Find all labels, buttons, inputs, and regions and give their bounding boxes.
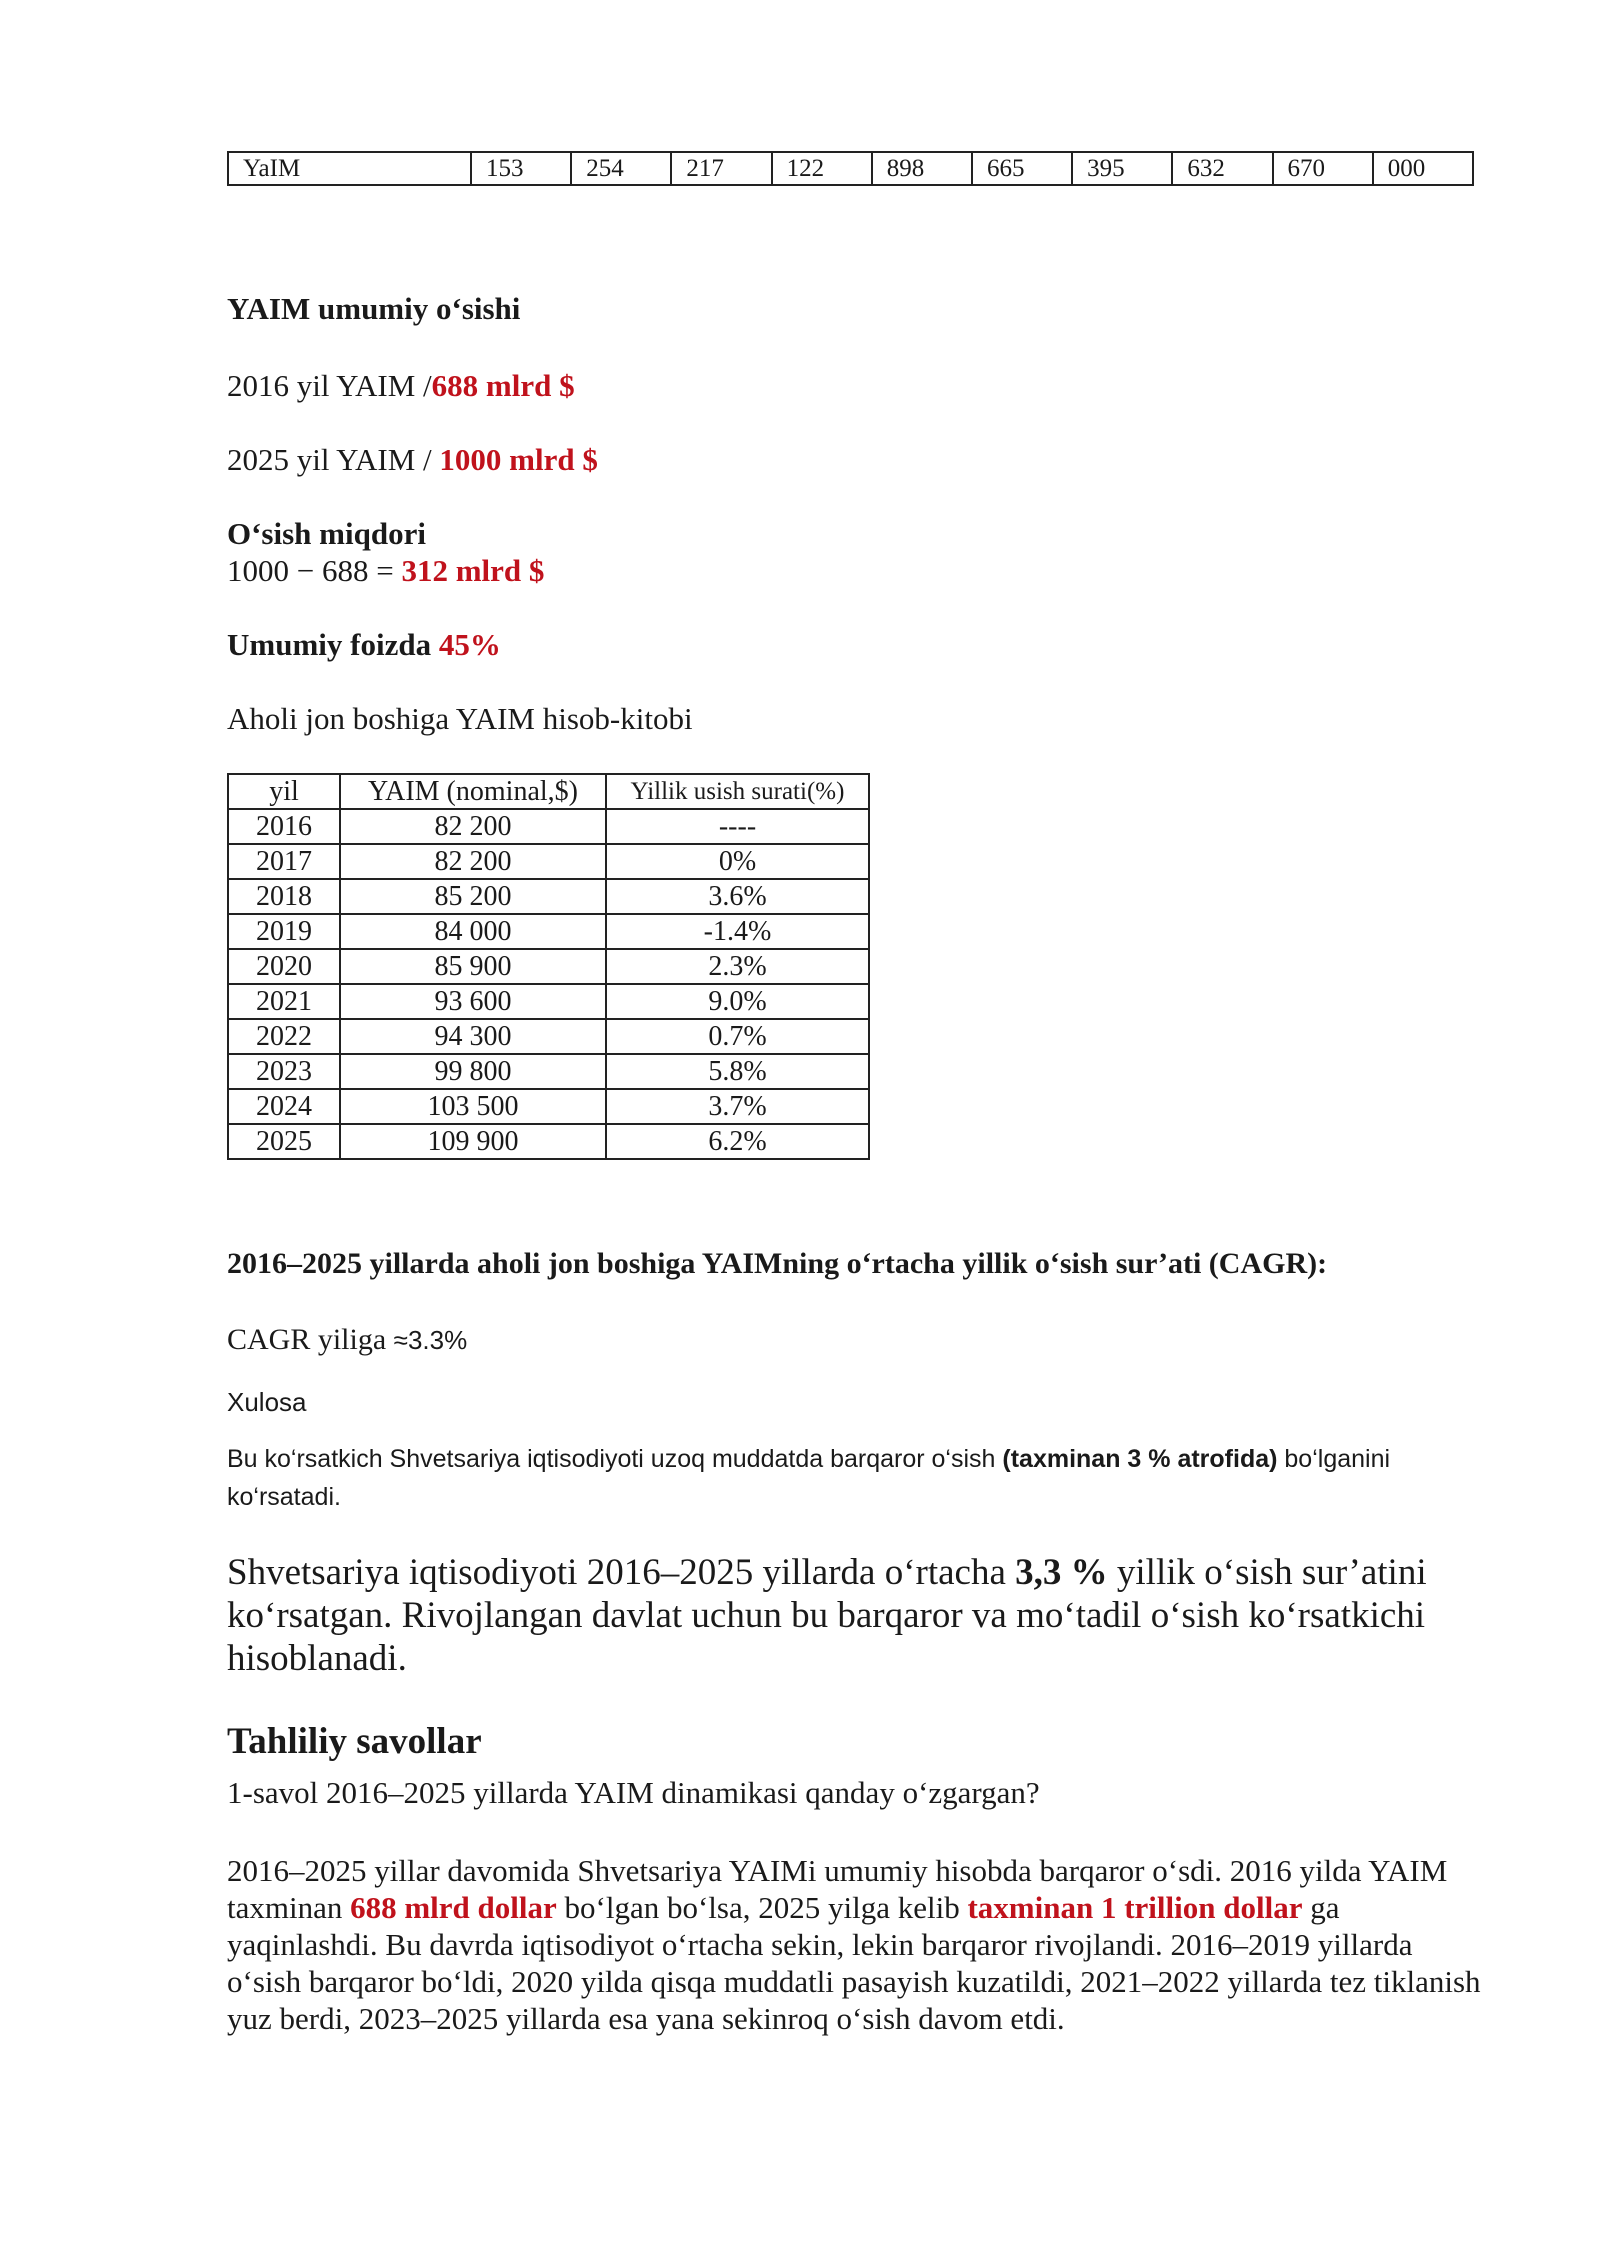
question-1: 1-savol 2016–2025 yillarda YAIM dinamikasi qanday o‘zgargan? [227, 1775, 1040, 1810]
table-cell: 254 [571, 152, 671, 185]
year-cell: 2025 [228, 1124, 340, 1159]
growth-percent-label: Umumiy foizda [227, 627, 439, 662]
growth-amount-value: 312 mlrd $ [401, 553, 545, 588]
growth-cell: 3.7% [606, 1089, 869, 1124]
answer-1 [227, 1852, 1482, 2037]
table-row [228, 1019, 869, 1054]
conclusion-text-b: bo‘lganini ko‘rsatadi. [227, 1445, 1391, 1511]
table-cell: 665 [972, 152, 1072, 185]
growth-heading: YAIM umumiy o‘sishi [227, 291, 521, 326]
growth-cell: 2.3% [606, 949, 869, 984]
per-capita-table [227, 773, 870, 1160]
growth-cell: 6.2% [606, 1124, 869, 1159]
column-header-growth: Yillik usish surati(%) [606, 774, 869, 809]
table-row [228, 844, 869, 879]
conclusion-summary [227, 1551, 1487, 1680]
gdp-cell: 82 200 [340, 844, 606, 879]
year-cell: 2017 [228, 844, 340, 879]
gdp-cell: 85 200 [340, 879, 606, 914]
table-row [228, 1054, 869, 1089]
gdp-2016-line [227, 367, 575, 405]
growth-cell: 3.6% [606, 879, 869, 914]
answer-1-part2: bo‘lgan bo‘lsa, 2025 yilga kelib [556, 1890, 968, 1925]
year-cell: 2016 [228, 809, 340, 844]
table-cell: 632 [1172, 152, 1272, 185]
year-cell: 2021 [228, 984, 340, 1019]
cagr-heading: 2016–2025 yillarda aholi jon boshiga YAIMning o‘rtacha yillik o‘sish sur’ati (CAGR): [227, 1247, 1328, 1280]
summary-text-a: Shvetsariya iqtisodiyoti 2016–2025 yillarda o‘rtacha [227, 1552, 1016, 1593]
table-cell: 000 [1373, 152, 1473, 185]
growth-cell: 5.8% [606, 1054, 869, 1089]
conclusion-label: Xulosa [227, 1387, 307, 1417]
summary-text-bold: 3,3 % [1015, 1552, 1108, 1593]
summary-text-b: yillik o‘sish sur’atini ko‘rsatgan. Rivojlangan davlat uchun bu barqaror va mo‘tadil o‘sish ko‘rsatkichi hisoblanadi. [227, 1552, 1427, 1679]
gdp-values-table [227, 151, 1474, 186]
gdp-cell: 82 200 [340, 809, 606, 844]
column-header-year: yil [228, 774, 340, 809]
table-row [228, 949, 869, 984]
table-cell: 395 [1072, 152, 1172, 185]
gdp-cell: 84 000 [340, 914, 606, 949]
gdp-cell: 93 600 [340, 984, 606, 1019]
year-cell: 2023 [228, 1054, 340, 1089]
gdp-cell: 85 900 [340, 949, 606, 984]
table-cell: 153 [471, 152, 571, 185]
gdp-cell: 103 500 [340, 1089, 606, 1124]
answer-1-part1: 2016–2025 yillar davomida Shvetsariya YAIMi umumiy hisobda barqaror o‘sdi. 2016 yilda YAIM taxminan [227, 1853, 1448, 1925]
growth-cell: -1.4% [606, 914, 869, 949]
answer-1-part3: ga yaqinlashdi. Bu davrda iqtisodiyot o‘rtacha sekin, lekin barqaror rivojlandi. 2016–2019 yillarda o‘sish barqaror bo‘ldi, 2020 yilda qisqa muddatli pasayish kuzatildi, 2021–2022 yillarda tez tiklanish yuz berdi, 2023–2025 yillarda esa yana sekinroq o‘sish davom etdi. [227, 1890, 1481, 2036]
growth-percent-value: 45% [438, 627, 501, 662]
table-row [228, 152, 1473, 185]
table-row [228, 984, 869, 1019]
table-row [228, 809, 869, 844]
year-cell: 2022 [228, 1019, 340, 1054]
table-row [228, 1124, 869, 1159]
gdp-2016-value: 688 mlrd $ [431, 368, 575, 403]
table-cell: 122 [772, 152, 872, 185]
growth-cell: 9.0% [606, 984, 869, 1019]
per-capita-title: Aholi jon boshiga YAIM hisob-kitobi [227, 701, 693, 736]
gdp-cell: 94 300 [340, 1019, 606, 1054]
answer-1-highlight-1: 688 mlrd dollar [350, 1890, 557, 1925]
gdp-2025-value: 1000 mlrd $ [439, 442, 598, 477]
year-cell: 2020 [228, 949, 340, 984]
table-row [228, 914, 869, 949]
table-row [228, 1089, 869, 1124]
cagr-label: CAGR yiliga [227, 1323, 394, 1356]
gdp-cell: 99 800 [340, 1054, 606, 1089]
growth-amount-heading: O‘sish miqdori [227, 516, 426, 551]
table-header-row [228, 774, 869, 809]
table-row [228, 879, 869, 914]
conclusion-text-a: Bu ko‘rsatkich Shvetsariya iqtisodiyoti uzoq muddatda barqaror o‘sish [227, 1445, 1003, 1473]
conclusion-text [227, 1440, 1482, 1516]
year-cell: 2018 [228, 879, 340, 914]
gdp-2025-label: 2025 yil YAIM / [227, 442, 440, 477]
growth-percent-line [227, 626, 501, 664]
gdp-2016-label: 2016 yil YAIM / [227, 368, 432, 403]
questions-heading: Tahliliy savollar [227, 1721, 482, 1762]
column-header-gdp: YAIM (nominal,$) [340, 774, 606, 809]
growth-cell: 0.7% [606, 1019, 869, 1054]
growth-cell: ---- [606, 809, 869, 844]
table-cell: 670 [1273, 152, 1373, 185]
year-cell: 2019 [228, 914, 340, 949]
gdp-2025-line [227, 441, 598, 479]
gdp-cell: 109 900 [340, 1124, 606, 1159]
growth-cell: 0% [606, 844, 869, 879]
table-cell: 217 [671, 152, 771, 185]
year-cell: 2024 [228, 1089, 340, 1124]
conclusion-text-bold: (taxminan 3 % atrofida) [1002, 1445, 1278, 1473]
row-label: YaIM [228, 152, 471, 185]
cagr-line [227, 1321, 467, 1359]
cagr-value: ≈3.3% [393, 1325, 468, 1355]
growth-formula: 1000 − 688 = [227, 553, 402, 588]
answer-1-highlight-2: taxminan 1 trillion dollar [967, 1890, 1303, 1925]
growth-amount-line [227, 552, 544, 590]
table-cell: 898 [872, 152, 972, 185]
